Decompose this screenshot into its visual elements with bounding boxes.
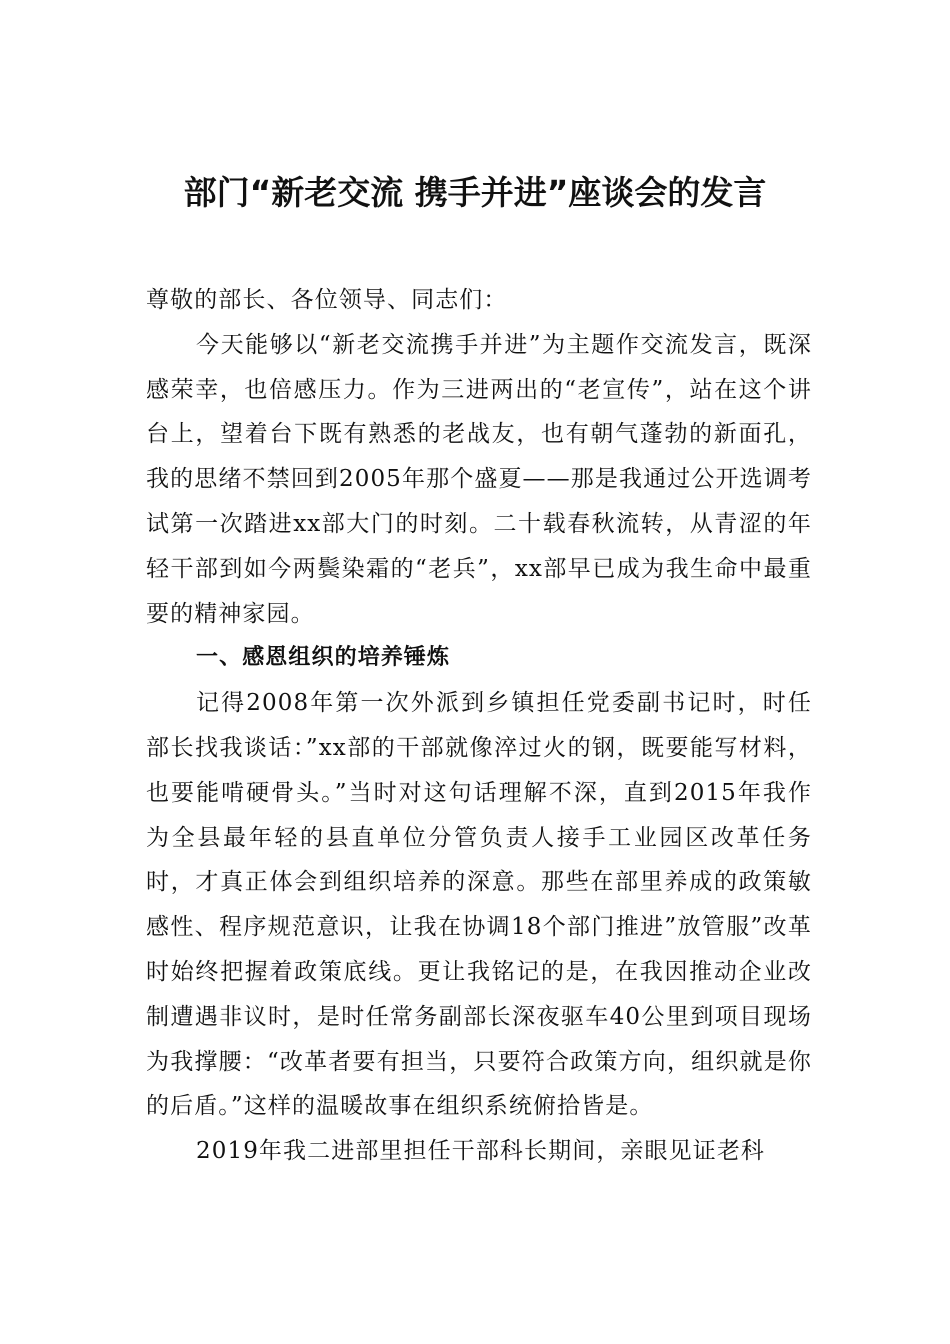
- document-body: [146, 278, 812, 1174]
- paragraph-section-one: 记得2008年第一次外派到乡镇担任党委副书记时，时任部长找我谈话：”xx部的干部就像淬过火的钢，既要能写材料，也要能啃硬骨头。”当时对这句话理解不深，直到2015年我作为全县最年轻的县直单位分管负责人接手工业园区改革任务时，才真正体会到组织培养的深意。那些在部里养成的政策敏感性、程序规范意识，让我在协调18个部门推进”放管服”改革时始终把握着政策底线。更让我铭记的是，在我因推动企业改制遭遇非议时，是时任常务副部长深夜驱车40公里到项目现场为我撑腰：“改革者要有担当，只要符合政策方向，组织就是你的后盾。”这样的温暖故事在组织系统俯拾皆是。: [146, 690, 812, 1120]
- paragraph-intro: 今天能够以“新老交流携手并进”为主题作交流发言，既深感荣幸，也倍感压力。作为三进两出的“老宣传”，站在这个讲台上，望着台下既有熟悉的老战友，也有朝气蓬勃的新面孔，我的思绪不禁回到2005年那个盛夏——那是我通过公开选调考试第一次踏进xx部大门的时刻。二十载春秋流转，从青涩的年轻干部到如今两鬓染霜的“老兵”，xx部早已成为我生命中最重要的精神家园。: [146, 331, 812, 627]
- document-title: 部门“新老交流 携手并进”座谈会的发言: [183, 173, 767, 212]
- paragraph-continuation: 2019年我二进部里担任干部科长期间，亲眼见证老科: [196, 1138, 766, 1165]
- section-heading: 一、感恩组织的培养锤炼: [196, 645, 451, 671]
- salutation: 尊敬的部长、各位领导、同志们：: [146, 287, 508, 313]
